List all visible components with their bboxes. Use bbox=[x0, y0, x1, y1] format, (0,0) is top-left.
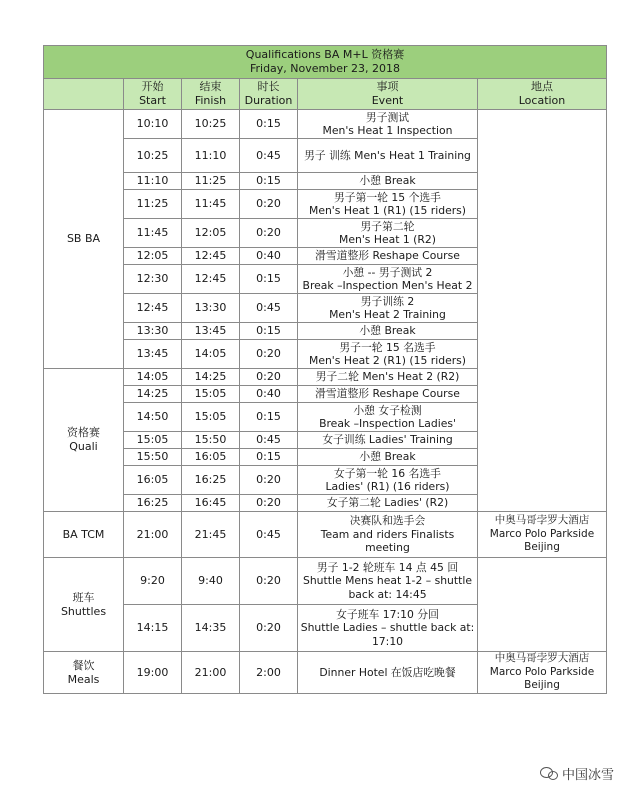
event-cell bbox=[298, 190, 478, 219]
duration-cell: 0:20 bbox=[240, 219, 298, 248]
duration-cell: 0:20 bbox=[240, 190, 298, 219]
watermark-text: 中国冰雪 bbox=[562, 767, 615, 783]
header-en: Duration bbox=[244, 94, 293, 107]
event-line: 男子第二轮 bbox=[360, 219, 415, 233]
title-line-2: Friday, November 23, 2018 bbox=[249, 62, 401, 75]
duration-cell: 0:15 bbox=[240, 449, 298, 466]
finish-cell: 11:25 bbox=[182, 173, 240, 190]
header-cell bbox=[478, 79, 607, 110]
event-line: Shuttle Mens heat 1-2 – shuttle bbox=[302, 574, 473, 588]
start-cell: 16:25 bbox=[124, 495, 182, 512]
table-title bbox=[44, 46, 607, 79]
finish-cell: 16:45 bbox=[182, 495, 240, 512]
group-ba-tcm bbox=[44, 512, 124, 558]
event-line: Dinner Hotel 在饭店吃晚餐 bbox=[319, 665, 456, 679]
duration-cell: 0:45 bbox=[240, 139, 298, 173]
start-cell: 15:05 bbox=[124, 432, 182, 449]
location-cell bbox=[478, 110, 607, 512]
event-line: Break –Inspection Ladies' bbox=[319, 417, 456, 430]
finish-cell: 16:05 bbox=[182, 449, 240, 466]
finish-cell: 9:40 bbox=[182, 558, 240, 605]
event-line: 男子 1-2 轮班车 14 点 45 回 bbox=[316, 560, 459, 574]
event-cell bbox=[298, 139, 478, 173]
event-line: 女子训练 Ladies' Training bbox=[322, 433, 453, 447]
watermark bbox=[540, 762, 630, 784]
duration-cell: 0:45 bbox=[240, 512, 298, 558]
table-row bbox=[44, 512, 607, 558]
event-line: Men's Heat 1 (R1) (15 riders) bbox=[309, 204, 466, 217]
start-cell: 12:05 bbox=[124, 248, 182, 265]
header-en: Event bbox=[371, 94, 404, 107]
duration-cell: 0:20 bbox=[240, 495, 298, 512]
finish-cell: 14:05 bbox=[182, 340, 240, 369]
duration-cell: 0:15 bbox=[240, 403, 298, 432]
event-line: back at: 14:45 bbox=[348, 587, 427, 601]
event-cell bbox=[298, 265, 478, 294]
duration-cell: 0:40 bbox=[240, 248, 298, 265]
start-cell: 10:25 bbox=[124, 139, 182, 173]
event-line: 滑雪道整形 Reshape Course bbox=[315, 387, 460, 401]
start-cell: 9:20 bbox=[124, 558, 182, 605]
header-cn: 地点 bbox=[531, 80, 553, 93]
location-cell bbox=[478, 652, 607, 694]
header-cell bbox=[182, 79, 240, 110]
location-line: 中奥马哥孛罗大酒店 bbox=[494, 514, 590, 527]
event-line: 男子一轮 15 名选手 bbox=[339, 340, 436, 354]
event-line: 小憩 -- 男子测试 2 bbox=[342, 265, 433, 279]
location-line: Beijing bbox=[524, 679, 560, 692]
event-cell bbox=[298, 294, 478, 323]
start-cell: 12:30 bbox=[124, 265, 182, 294]
location-line: 中奥马哥孛罗大酒店 bbox=[494, 652, 590, 665]
header-cn: 结束 bbox=[199, 80, 222, 93]
header-row bbox=[44, 79, 607, 110]
header-en: Finish bbox=[194, 94, 227, 107]
header-en: Location bbox=[518, 94, 566, 107]
event-line: 女子第一轮 16 名选手 bbox=[334, 466, 441, 480]
event-line: 男子 训练 Men's Heat 1 Training bbox=[304, 148, 471, 162]
event-cell bbox=[298, 386, 478, 403]
event-line: 女子第二轮 Ladies' (R2) bbox=[326, 496, 449, 510]
wechat-icon bbox=[540, 766, 558, 780]
event-line: Men's Heat 1 (R2) bbox=[339, 233, 436, 246]
finish-cell: 11:45 bbox=[182, 190, 240, 219]
finish-cell: 21:45 bbox=[182, 512, 240, 558]
event-cell bbox=[298, 605, 478, 652]
group-meals bbox=[44, 652, 124, 694]
header-en: Start bbox=[139, 94, 166, 107]
event-line: 男子第一轮 15 个选手 bbox=[334, 190, 441, 204]
finish-cell: 12:05 bbox=[182, 219, 240, 248]
event-cell bbox=[298, 340, 478, 369]
finish-cell: 21:00 bbox=[182, 652, 240, 694]
start-cell: 11:10 bbox=[124, 173, 182, 190]
event-cell bbox=[298, 495, 478, 512]
event-cell bbox=[298, 652, 478, 694]
event-cell bbox=[298, 449, 478, 466]
table-row bbox=[44, 558, 607, 605]
duration-cell: 2:00 bbox=[240, 652, 298, 694]
start-cell: 10:10 bbox=[124, 110, 182, 139]
event-line: Men's Heat 2 Training bbox=[329, 308, 446, 321]
group-label: 资格赛 bbox=[67, 426, 100, 439]
start-cell: 16:05 bbox=[124, 466, 182, 495]
event-line: Team and riders Finalists meeting bbox=[320, 527, 455, 555]
finish-cell: 13:30 bbox=[182, 294, 240, 323]
event-line: 女子班车 17:10 分回 bbox=[336, 607, 439, 621]
start-cell: 19:00 bbox=[124, 652, 182, 694]
group-shuttles bbox=[44, 558, 124, 652]
event-line: 小憩 Break bbox=[359, 450, 416, 464]
event-line: 小憩 女子检测 bbox=[353, 403, 422, 417]
event-line: 男子二轮 Men's Heat 2 (R2) bbox=[315, 370, 460, 384]
event-cell bbox=[298, 432, 478, 449]
finish-cell: 15:50 bbox=[182, 432, 240, 449]
duration-cell: 0:20 bbox=[240, 558, 298, 605]
finish-cell: 15:05 bbox=[182, 386, 240, 403]
start-cell: 14:15 bbox=[124, 605, 182, 652]
event-cell bbox=[298, 173, 478, 190]
event-cell bbox=[298, 219, 478, 248]
header-cell bbox=[240, 79, 298, 110]
finish-cell: 14:35 bbox=[182, 605, 240, 652]
duration-cell: 0:15 bbox=[240, 110, 298, 139]
group-sb-ba bbox=[44, 110, 124, 369]
event-cell bbox=[298, 248, 478, 265]
header-cn: 开始 bbox=[141, 80, 164, 93]
location-line: Marco Polo Parkside bbox=[489, 665, 595, 678]
event-cell bbox=[298, 558, 478, 605]
finish-cell: 16:25 bbox=[182, 466, 240, 495]
location-line: Marco Polo Parkside bbox=[489, 527, 595, 540]
start-cell: 14:05 bbox=[124, 369, 182, 386]
event-line: Men's Heat 2 (R1) (15 riders) bbox=[309, 354, 466, 367]
finish-cell: 12:45 bbox=[182, 248, 240, 265]
title-line-1: Qualifications BA M+L 资格赛 bbox=[245, 48, 405, 61]
finish-cell: 15:05 bbox=[182, 403, 240, 432]
event-line: 滑雪道整形 Reshape Course bbox=[315, 249, 460, 263]
finish-cell: 14:25 bbox=[182, 369, 240, 386]
group-label: 餐饮 bbox=[72, 658, 95, 672]
start-cell: 13:30 bbox=[124, 323, 182, 340]
event-line: 男子训练 2 bbox=[360, 294, 415, 308]
header-cn: 时长 bbox=[257, 80, 280, 93]
header-cell bbox=[124, 79, 182, 110]
event-line: 决赛队和选手会 bbox=[349, 514, 426, 528]
title-row bbox=[44, 46, 607, 79]
event-line: 男子测试 bbox=[365, 110, 410, 124]
event-line: Ladies' (R1) (16 riders) bbox=[325, 480, 450, 493]
duration-cell: 0:20 bbox=[240, 369, 298, 386]
group-label: Quali bbox=[69, 440, 98, 453]
duration-cell: 0:20 bbox=[240, 340, 298, 369]
event-cell bbox=[298, 466, 478, 495]
duration-cell: 0:15 bbox=[240, 173, 298, 190]
event-line: 17:10 bbox=[371, 634, 404, 648]
event-cell bbox=[298, 369, 478, 386]
group-label: Meals bbox=[67, 672, 100, 686]
duration-cell: 0:20 bbox=[240, 605, 298, 652]
header-cell bbox=[44, 79, 124, 110]
event-cell bbox=[298, 323, 478, 340]
duration-cell: 0:45 bbox=[240, 294, 298, 323]
start-cell: 14:25 bbox=[124, 386, 182, 403]
location-line: Beijing bbox=[524, 541, 560, 554]
start-cell: 15:50 bbox=[124, 449, 182, 466]
schedule-table bbox=[43, 45, 607, 694]
table-row bbox=[44, 110, 607, 139]
header-cn: 事项 bbox=[376, 80, 399, 93]
start-cell: 21:00 bbox=[124, 512, 182, 558]
event-line: Men's Heat 1 Inspection bbox=[322, 124, 453, 137]
event-cell bbox=[298, 110, 478, 139]
table-row bbox=[44, 652, 607, 694]
group-label: Shuttles bbox=[60, 604, 107, 618]
event-line: Break –Inspection Men's Heat 2 bbox=[302, 279, 473, 292]
location-cell bbox=[478, 512, 607, 558]
duration-cell: 0:20 bbox=[240, 466, 298, 495]
event-cell bbox=[298, 403, 478, 432]
group-label: BA TCM bbox=[62, 527, 105, 541]
group-label: 班车 bbox=[72, 590, 95, 604]
header-cell bbox=[298, 79, 478, 110]
duration-cell: 0:40 bbox=[240, 386, 298, 403]
group-label: SB BA bbox=[66, 232, 101, 245]
event-line: Shuttle Ladies – shuttle back at: bbox=[300, 621, 475, 635]
finish-cell: 10:25 bbox=[182, 110, 240, 139]
finish-cell: 11:10 bbox=[182, 139, 240, 173]
duration-cell: 0:15 bbox=[240, 323, 298, 340]
event-line: 小憩 Break bbox=[359, 174, 416, 188]
event-line: 小憩 Break bbox=[359, 324, 416, 338]
start-cell: 11:45 bbox=[124, 219, 182, 248]
start-cell: 11:25 bbox=[124, 190, 182, 219]
event-cell bbox=[298, 512, 478, 558]
finish-cell: 13:45 bbox=[182, 323, 240, 340]
start-cell: 13:45 bbox=[124, 340, 182, 369]
group-quali bbox=[44, 369, 124, 512]
finish-cell: 12:45 bbox=[182, 265, 240, 294]
start-cell: 14:50 bbox=[124, 403, 182, 432]
duration-cell: 0:45 bbox=[240, 432, 298, 449]
location-cell bbox=[478, 558, 607, 652]
start-cell: 12:45 bbox=[124, 294, 182, 323]
duration-cell: 0:15 bbox=[240, 265, 298, 294]
